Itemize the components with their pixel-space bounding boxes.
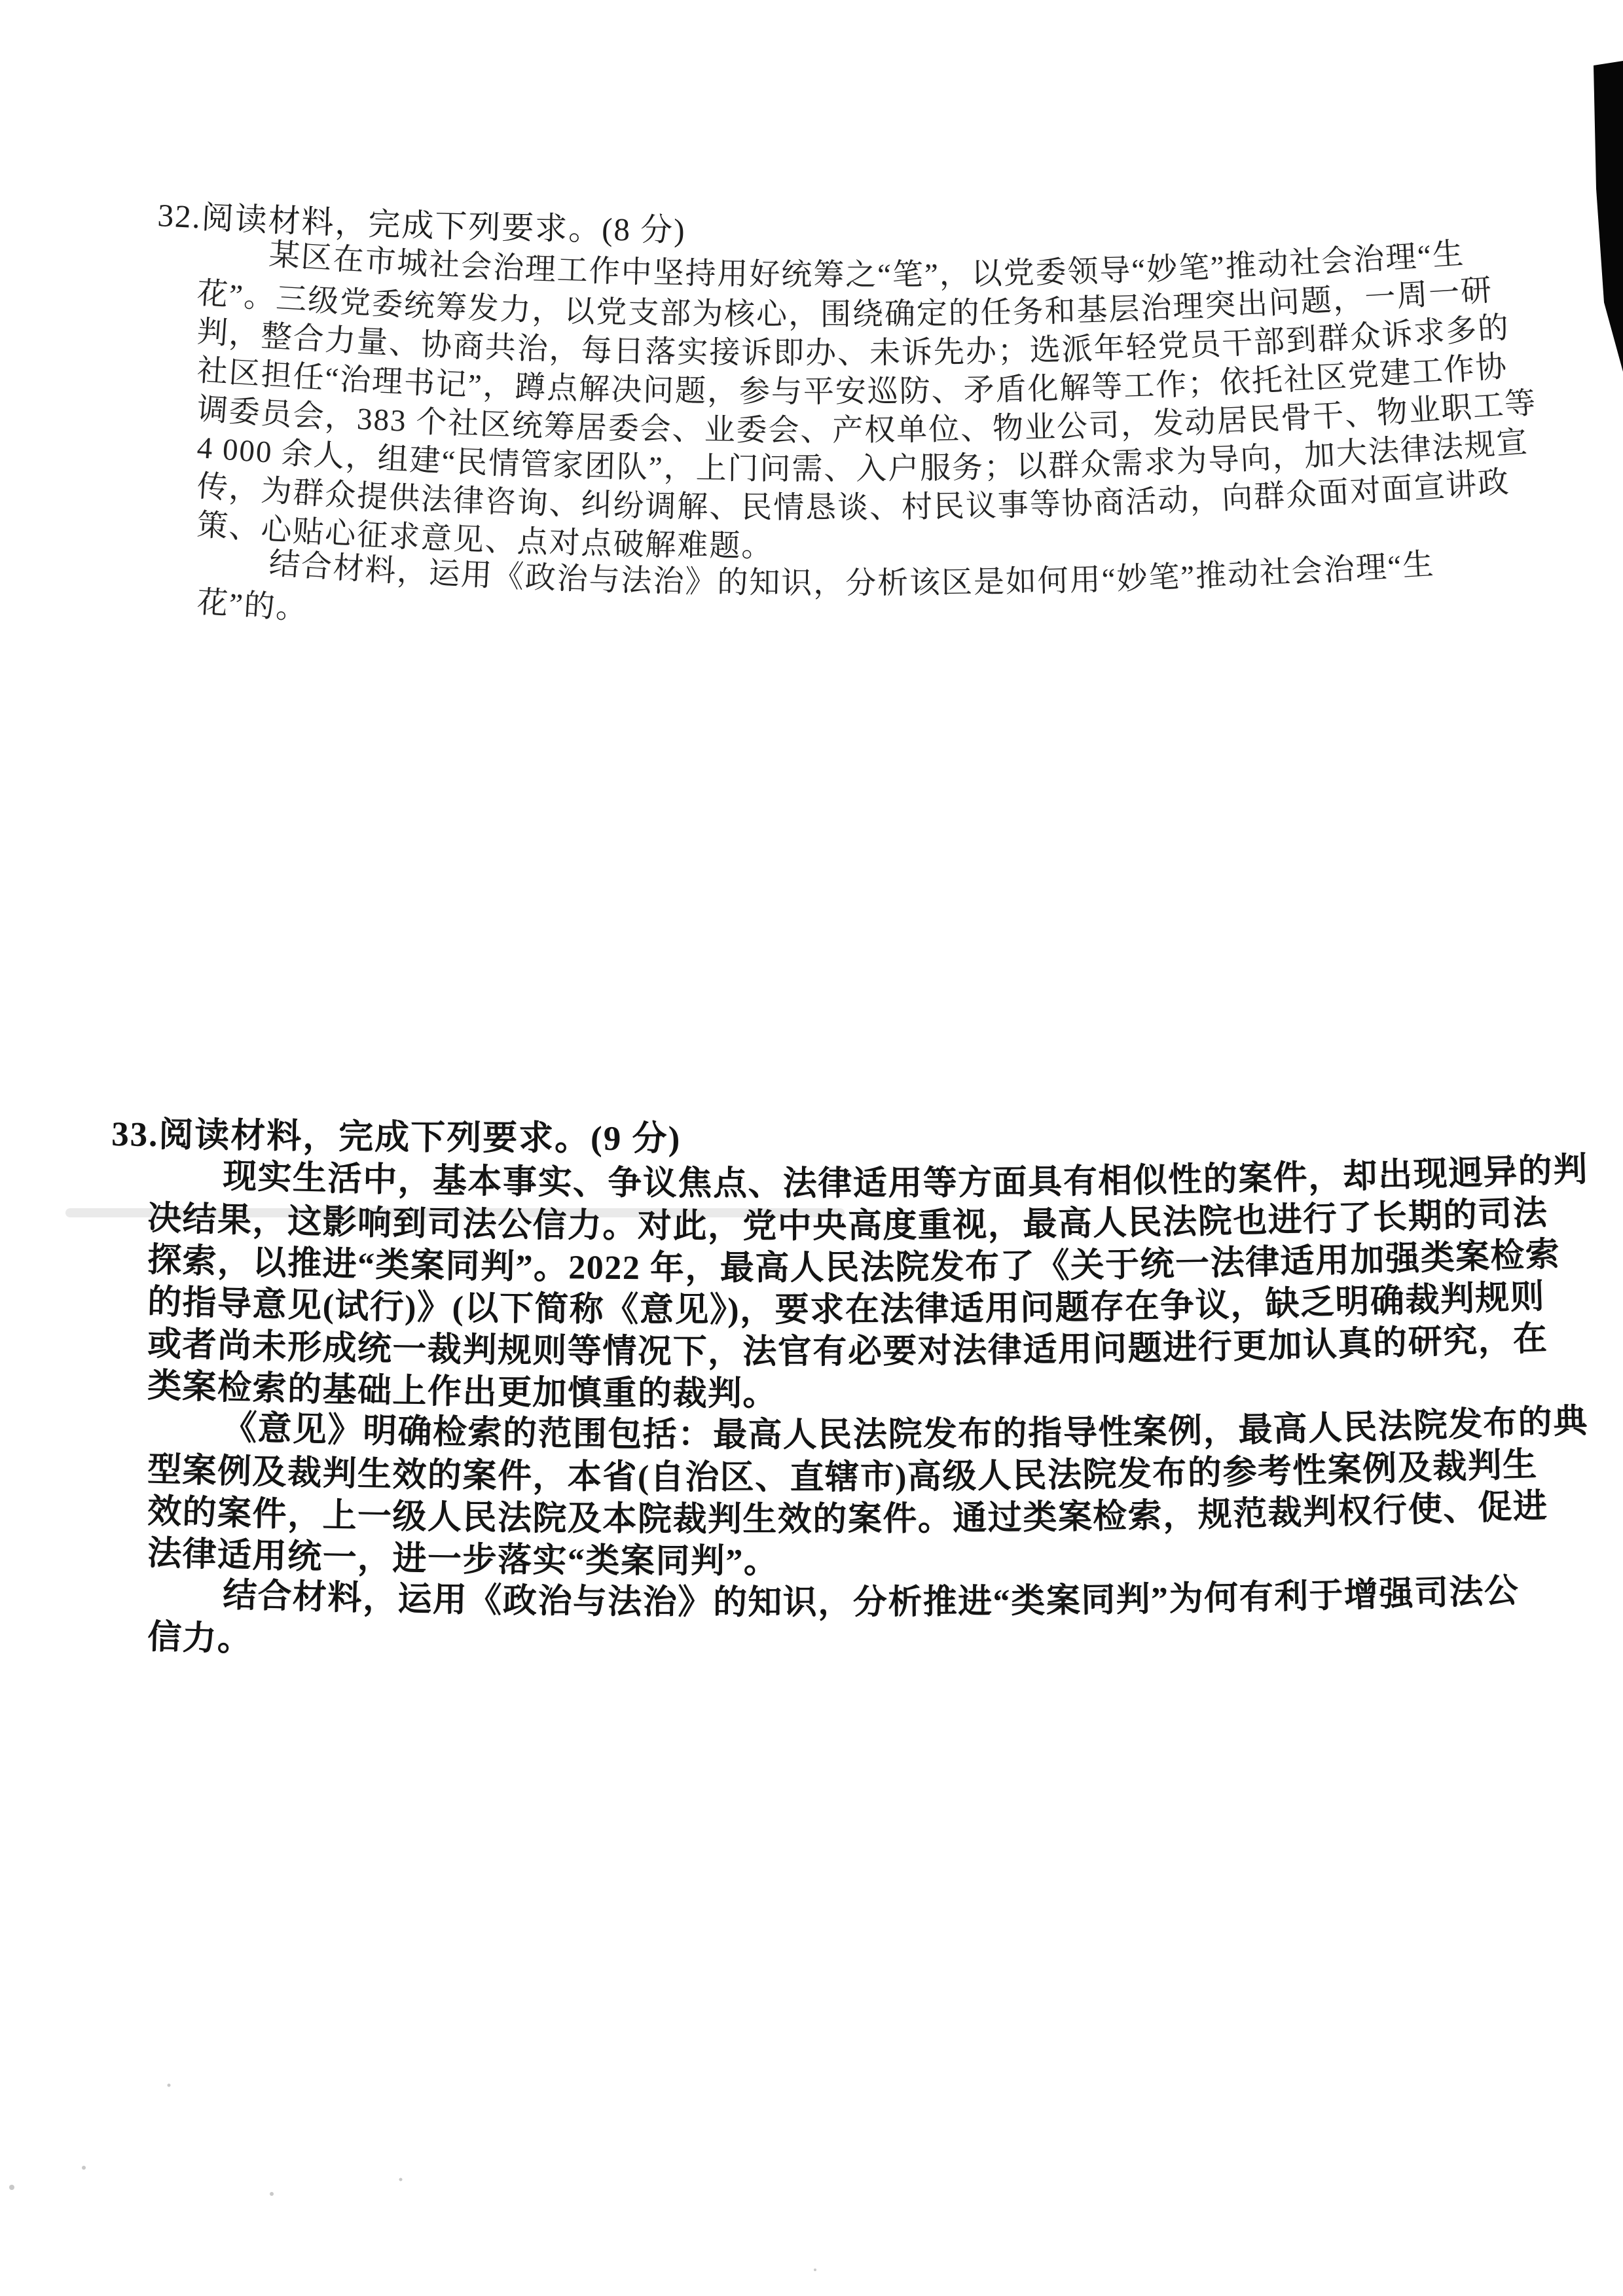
svg-text:现实生活中，基本事实、争议焦点、法律适用等方面具有相似性的案 — [223, 1151, 1589, 1203]
question-32-line: 4 000 余人，组建“民情管家团队”，上门问需、入户服务；以群众需求为导向，加大法律法规宣 — [196, 425, 1530, 487]
question-32-line: 某区在市城社会治理工作中坚持用好统筹之“笔”，以党委领导“妙笔”推动社会治理“生 — [268, 236, 1466, 293]
question-32-line: 传，为群众提供法律咨询、纠纷调解、民情恳谈、村民议事等协商活动，向群众面对面宣讲政 — [196, 465, 1511, 526]
question-33-title — [111, 1115, 682, 1158]
question-33-title-text: 33.阅读材料，完成下列要求。(9 分) — [111, 1115, 682, 1158]
question-32-line: 判，整合力量、协商共治，每日落实接诉即办、未诉先办；选派年轻党员干部到群众诉求多的 — [196, 310, 1511, 371]
question-32 — [156, 197, 1538, 626]
question-33-line: 的指导意见(试行)》(以下简称《意见》)，要求在法律适用问题存在争议，缺乏明确裁判规则 — [147, 1278, 1546, 1329]
question-32-line: 策、心贴心征求意见、点对点破解难题。 — [196, 508, 774, 564]
question-32-line: 调委员会，383 个社区统筹居委会、业委会、产权单位、物业公司，发动居民骨干、物业职工等 — [196, 386, 1539, 448]
question-32-title — [156, 197, 685, 248]
svg-text:信力。 — [147, 1618, 253, 1659]
question-33-line: 或者尚未形成统一裁判规则等情况下，法官有必要对法律适用问题进行更加认真的研究，在 — [147, 1319, 1549, 1371]
svg-text:某区在市城社会治理工作中坚持用好统筹之“笔”，以党委领导“妙 — [268, 237, 1465, 293]
question-33-line: 探索，以推进“类案同判”。2022 年，最高人民法院发布了《关于统一法律适用加强类案检索 — [147, 1236, 1561, 1287]
svg-text:类案检索的基础上作出更加慎重的裁判。 — [147, 1367, 778, 1412]
question-32-line: 花”的。 — [196, 585, 309, 626]
question-32-line: 社区担任“治理书记”，蹲点解决问题，参与平安巡防、矛盾化解等工作；依托社区党建工作协 — [196, 349, 1509, 410]
question-32-line: 结合材料，运用《政治与法治》的知识，分析该区是如何用“妙笔”推动社会治理“生 — [268, 547, 1436, 601]
question-33-line: 型案例及裁判生效的案件，本省(自治区、直辖市)高级人民法院发布的参考性案例及裁判生 — [147, 1446, 1539, 1497]
question-32-title-text: 32.阅读材料，完成下列要求。(8 分) — [156, 197, 686, 248]
question-33-line: 《意见》明确检索的范围包括：最高人民法院发布的指导性案例，最高人民法院发布的典 — [222, 1402, 1589, 1454]
scan-edge-mark — [1594, 61, 1623, 372]
question-33-line: 现实生活中，基本事实、争议焦点、法律适用等方面具有相似性的案件，却出现迥异的判 — [222, 1151, 1589, 1203]
scan-specks — [9, 2084, 816, 2272]
svg-text:法律适用统一，进一步落实“类案同判”。 — [147, 1534, 779, 1580]
svg-text:结合材料，运用《政治与法治》的知识，分析推进“类案同判”为何 — [223, 1572, 1520, 1621]
svg-text:花”的。 — [196, 585, 309, 626]
question-33-line: 法律适用统一，进一步落实“类案同判”。 — [147, 1535, 779, 1581]
question-33-line: 信力。 — [147, 1619, 253, 1659]
question-33-line: 结合材料，运用《政治与法治》的知识，分析推进“类案同判”为何有利于增强司法公 — [222, 1572, 1520, 1622]
question-33-line: 决结果，这影响到司法公信力。对此，党中央高度重视，最高人民法院也进行了长期的司法 — [147, 1194, 1549, 1246]
question-33 — [111, 1115, 1590, 1659]
question-33-line: 效的案件，上一级人民法院及本院裁判生效的案件。通过类案检索，规范裁判权行使、促进 — [147, 1487, 1549, 1539]
question-32-line: 花”。三级党委统筹发力，以党支部为核心，围绕确定的任务和基层治理突出问题，一周一研 — [196, 273, 1494, 332]
question-33-line: 类案检索的基础上作出更加慎重的裁判。 — [147, 1367, 778, 1413]
